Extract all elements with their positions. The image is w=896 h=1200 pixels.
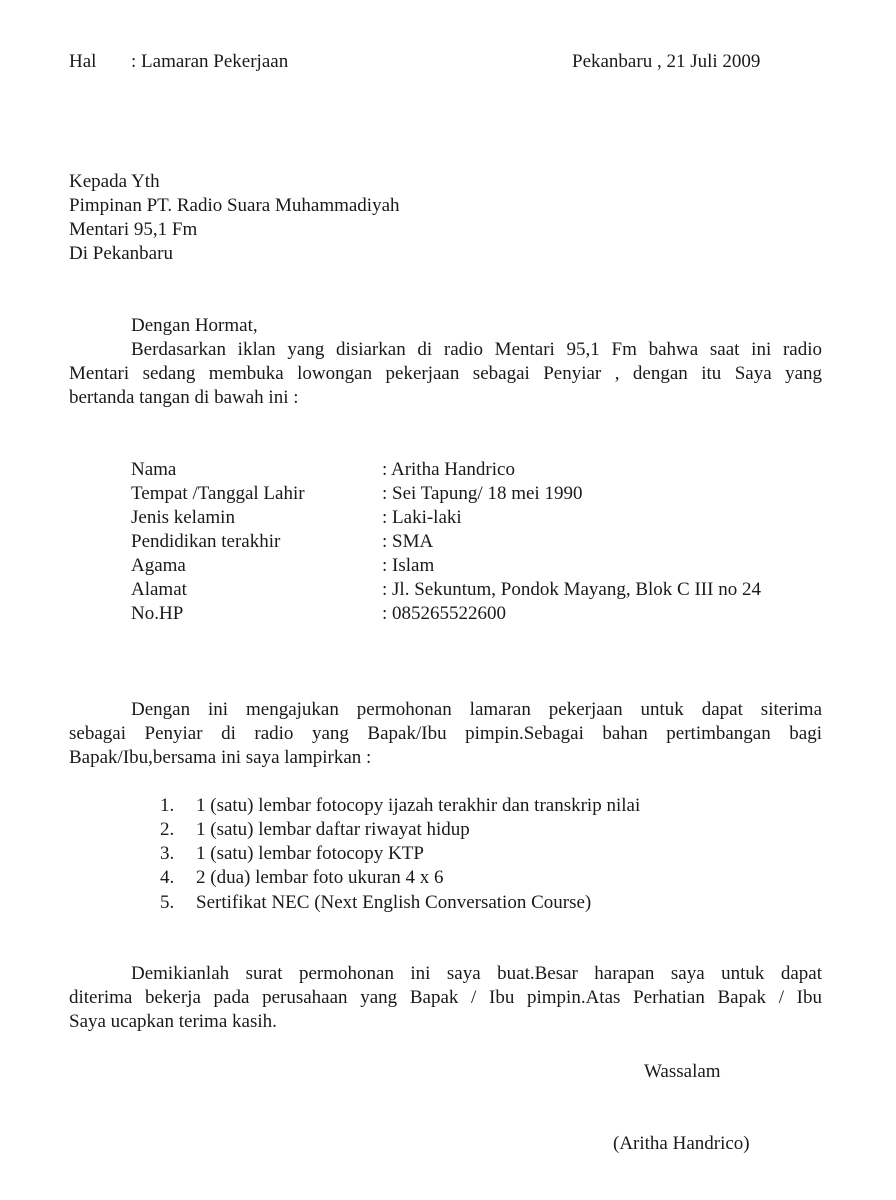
- detail-value: : Islam: [382, 555, 435, 576]
- paragraph-line: diterima bekerja pada perusahaan yang Bapak / Ibu pimpin.Atas Perhatian Bapak / Ibu: [69, 987, 822, 1008]
- detail-label: Agama: [131, 555, 186, 576]
- paragraph-line: Mentari sedang membuka lowongan pekerjaan sebagai Penyiar , dengan itu Saya yang: [69, 363, 822, 384]
- recipient-line: Pimpinan PT. Radio Suara Muhammadiyah: [69, 195, 400, 216]
- list-item-number: 1.: [160, 795, 175, 816]
- recipient-line: Di Pekanbaru: [69, 243, 173, 264]
- greeting: Dengan Hormat,: [131, 315, 258, 336]
- list-item-number: 3.: [160, 843, 175, 864]
- paragraph-line: Bapak/Ibu,bersama ini saya lampirkan :: [69, 747, 372, 768]
- detail-label: Jenis kelamin: [131, 507, 235, 528]
- list-item-number: 4.: [160, 867, 175, 888]
- detail-label: No.HP: [131, 603, 184, 624]
- paragraph-line: Berdasarkan iklan yang disiarkan di radio Mentari 95,1 Fm bahwa saat ini radio: [131, 339, 822, 360]
- detail-value: : SMA: [382, 531, 434, 552]
- list-item: 1 (satu) lembar fotocopy KTP: [196, 843, 424, 864]
- intro-paragraph: [69, 338, 822, 410]
- paragraph-line: sebagai Penyiar di radio yang Bapak/Ibu pimpin.Sebagai bahan pertimbangan bagi: [69, 723, 822, 744]
- detail-value: : Jl. Sekuntum, Pondok Mayang, Blok C III no 24: [382, 579, 761, 600]
- list-item: 1 (satu) lembar daftar riwayat hidup: [196, 819, 470, 840]
- recipient-line: Mentari 95,1 Fm: [69, 219, 198, 240]
- detail-label: Alamat: [131, 579, 187, 600]
- detail-label: Tempat /Tanggal Lahir: [131, 483, 305, 504]
- closing-paragraph: [69, 962, 822, 1034]
- sign-off: Wassalam: [644, 1061, 721, 1082]
- paragraph-line: Saya ucapkan terima kasih.: [69, 1011, 277, 1032]
- detail-label: Pendidikan terakhir: [131, 531, 281, 552]
- detail-label: Nama: [131, 459, 177, 480]
- request-paragraph: [69, 698, 822, 770]
- detail-value: : Aritha Handrico: [382, 459, 515, 480]
- recipient-line: Kepada Yth: [69, 171, 160, 192]
- list-item-number: 2.: [160, 819, 175, 840]
- list-item: 1 (satu) lembar fotocopy ijazah terakhir dan transkrip nilai: [196, 795, 641, 816]
- detail-value: : Laki-laki: [382, 507, 462, 528]
- subject-value: : Lamaran Pekerjaan: [131, 51, 289, 72]
- place-date: Pekanbaru , 21 Juli 2009: [572, 51, 761, 72]
- list-item: 2 (dua) lembar foto ukuran 4 x 6: [196, 867, 444, 888]
- paragraph-line: bertanda tangan di bawah ini :: [69, 387, 299, 408]
- subject-label: Hal: [69, 51, 97, 72]
- detail-value: : 085265522600: [382, 603, 507, 624]
- detail-value: : Sei Tapung/ 18 mei 1990: [382, 483, 583, 504]
- list-item: Sertifikat NEC (Next English Conversation Course): [196, 892, 592, 913]
- list-item-number: 5.: [160, 892, 175, 913]
- paragraph-line: Demikianlah surat permohonan ini saya buat.Besar harapan saya untuk dapat: [131, 963, 822, 984]
- paragraph-line: Dengan ini mengajukan permohonan lamaran pekerjaan untuk dapat siterima: [131, 699, 822, 720]
- signature-name: (Aritha Handrico): [613, 1133, 750, 1154]
